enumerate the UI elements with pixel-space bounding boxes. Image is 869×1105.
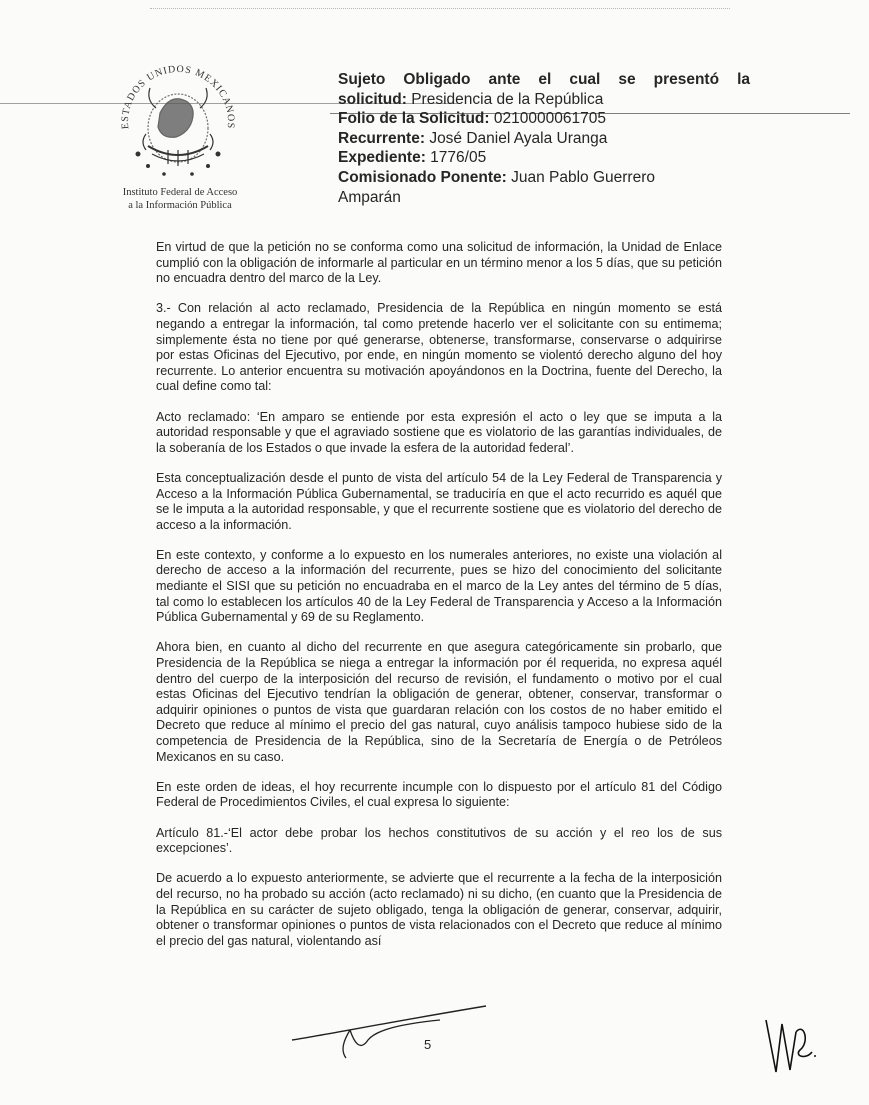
- sujeto-value: Presidencia de la República: [411, 90, 604, 108]
- paragraph-6: Ahora bien, en cuanto al dicho del recurrente en que asegura categóricamente sin probarlo, que Presidencia de la República se niega a entregar la información por él requerida, no expresa aquél dentro del cuerpo de la interposición del recurso de revisión, el fundamento o motivo por el cual estas Oficinas del Ejecutivo tendrían la obligación de generar, obtener, conservar, transformar o adquirir opiniones o puntos de vista que guardaran relación con los costos de no haber emitido el Decreto que reduce al mínimo el precio del gas natural, cuyo análisis tampoco hubiese sido de la competencia de Presidencia de la República, sino de la Secretaría de Energía o de Petróleos Mexicanos en su caso.: [156, 640, 722, 764]
- paragraph-1: En virtud de que la petición no se conforma como una solicitud de información, la Unidad de Enlace cumplió con la obligación de informarle al particular en un término menor a los 5 días, que su petición no encuadra dentro del marco de la Ley.: [156, 240, 722, 286]
- folio-label: Folio de la Solicitud:: [338, 110, 490, 128]
- signature-scribble: [290, 1000, 490, 1060]
- scan-artifact: [150, 8, 730, 15]
- recurrente-label: Recurrente:: [338, 129, 425, 147]
- recurrente-value: José Daniel Ayala Uranga: [429, 129, 608, 147]
- paragraph-3: Acto reclamado: ‘En amparo se entiende por esta expresión el acto o ley que se imputa a la autoridad responsable y que el agraviado sostiene que es violatorio de las garantías individuales, de la soberanía de los Estados o que invade la esfera de la autoridad federal’.: [156, 409, 722, 455]
- expediente-value: 1776/05: [430, 149, 487, 167]
- institution-line-2: a la Información Pública: [128, 200, 232, 211]
- paragraph-2: 3.- Con relación al acto reclamado, Presidencia de la República en ningún momento se está negando a entregar la información, tal como pretende hacerlo ver el solicitante con su entimema; simplemente ésta no tiene por qué generarse, obtenerse, transformarse, conservarse o adquirirse por estas Oficinas del Ejecutivo, por ende, en ningún momento se violentó derecho alguno del hoy recurrente. Lo anterior encuentra su motivación apoyándonos en la Doctrina, fuente del Derecho, la cual define como tal:: [156, 301, 722, 394]
- national-seal-logo: [108, 58, 248, 186]
- case-header: [338, 70, 750, 207]
- page-number: 5: [424, 1037, 432, 1052]
- paragraph-5: En este contexto, y conforme a lo expuesto en los numerales anteriores, no existe una violación al derecho de acceso a la información del recurrente, pues se hizo del conocimiento del solicitante mediante el SISI que su petición no encuadraba en el marco de la Ley antes del término de 5 días, tal como lo establecen los artículos 40 de la Ley Federal de Transparencia y Acceso a la Información Pública Gubernamental y 69 de su Reglamento.: [156, 547, 722, 625]
- comisionado-row: [338, 168, 750, 188]
- expediente-row: [338, 148, 750, 168]
- recurrente-row: [338, 129, 750, 149]
- comisionado-value: Juan Pablo Guerrero: [511, 168, 655, 186]
- comisionado-row-2: [338, 188, 750, 208]
- institution-line-1: Instituto Federal de Acceso: [122, 187, 238, 198]
- folio-row: [338, 109, 750, 129]
- folio-value: 0210000061705: [493, 110, 606, 128]
- sujeto-label: Sujeto Obligado ante el cual se presentó la: [338, 71, 750, 88]
- sujeto-row: [338, 90, 750, 110]
- paragraph-8: Artículo 81.-‘El actor debe probar los hechos constitutivos de su acción y el reo los de sus excepciones’.: [156, 825, 722, 856]
- comisionado-label: Comisionado Ponente:: [338, 168, 507, 186]
- paragraph-9: De acuerdo a lo expuesto anteriormente, se advierte que el recurrente a la fecha de la interposición del recurso, no ha probado su acción (acto reclamado) ni su dicho, (en cuanto que la Presidencia de la República en su carácter de sujeto obligado, tenga la obligación de generar, conservar, adquirir, obtener o transformar opiniones o puntos de vista relacionados con el Decreto que reduce al mínimo el precio del gas natural, violentando así: [156, 871, 722, 948]
- sujeto-label-cont: solicitud:: [338, 90, 407, 108]
- institution-name: [100, 186, 260, 212]
- paragraph-4: Esta conceptualización desde el punto de vista del artículo 54 de la Ley Federal de Transparencia y Acceso a la Información Pública Gubernamental, se traduciría en que el acto recurrido es aquél que se le imputa a la autoridad responsable, y que el recurrente sostiene que es violatorio del derecho de acceso a la información.: [156, 470, 722, 532]
- paragraph-7: En este orden de ideas, el hoy recurrente incumple con lo dispuesto por el artículo 81 del Código Federal de Procedimientos Civiles, el cual expresa lo siguiente:: [156, 779, 722, 810]
- svg-text:ESTADOS UNIDOS MEXICANOS: ESTADOS UNIDOS MEXICANOS: [119, 63, 237, 130]
- initials-signature: [760, 1012, 820, 1082]
- document-body: [156, 240, 722, 964]
- comisionado-value-cont: Amparán: [338, 188, 401, 206]
- expediente-label: Expediente:: [338, 149, 426, 167]
